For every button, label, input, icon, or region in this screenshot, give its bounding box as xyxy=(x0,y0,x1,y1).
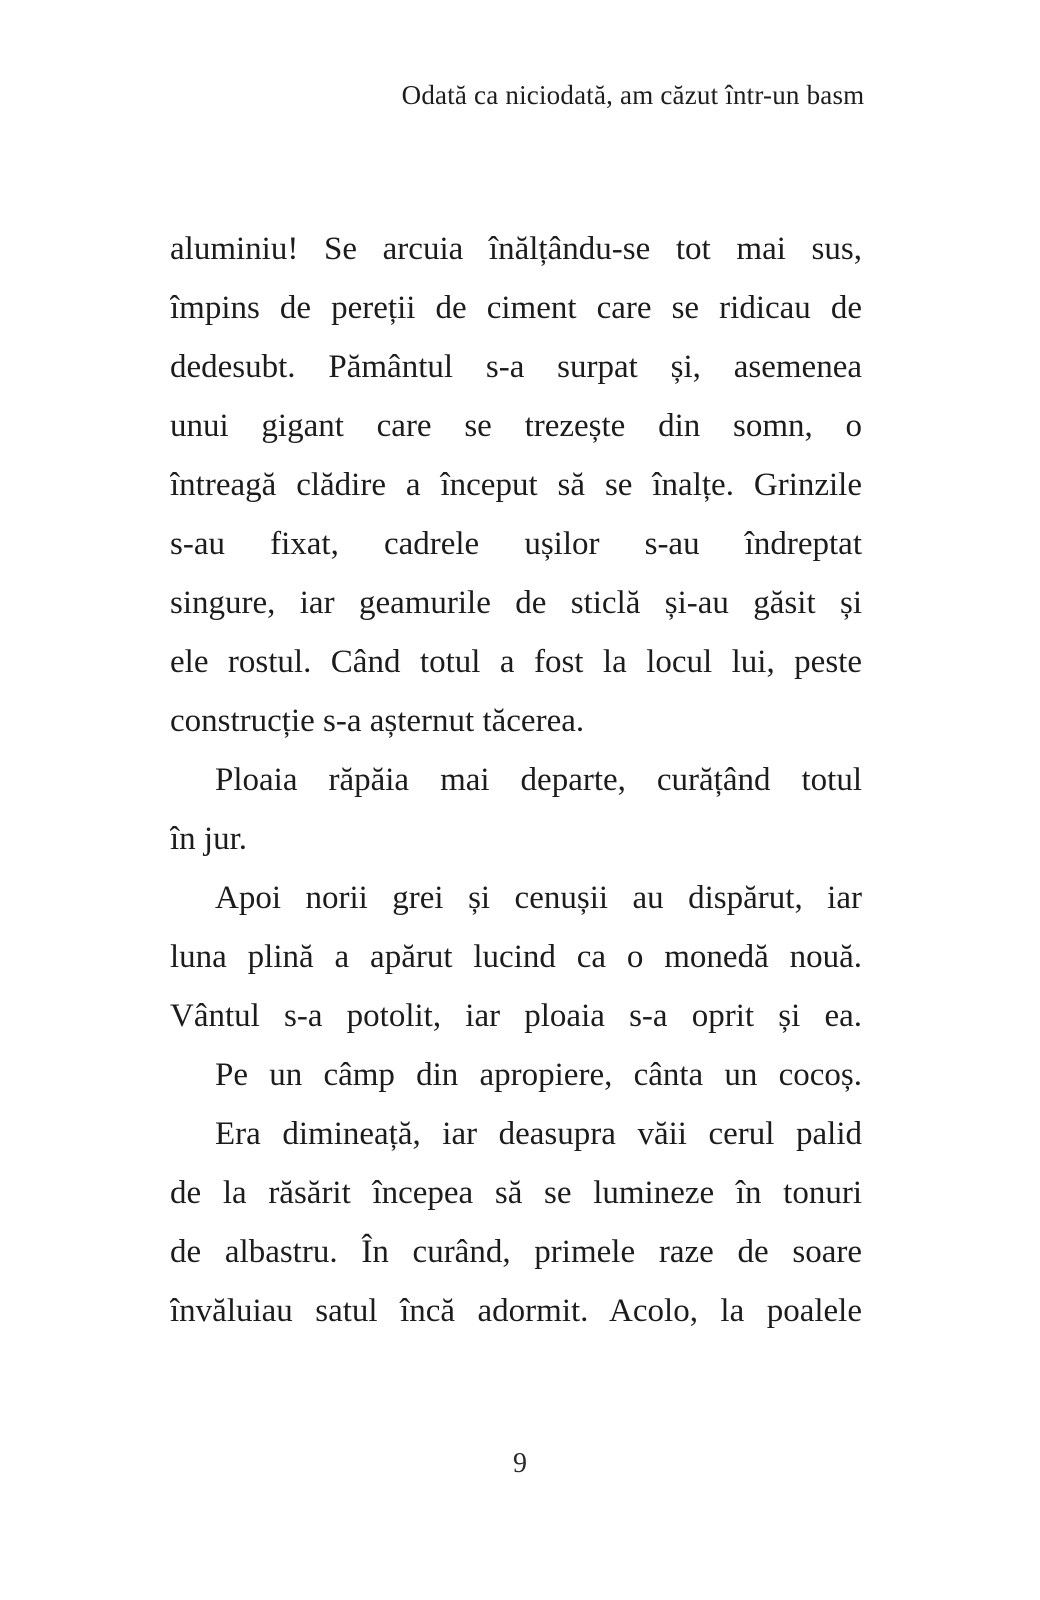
paragraph xyxy=(170,1105,862,1341)
text-line: împins de pereții de ciment care se ridicau de xyxy=(170,290,862,326)
page-number: 9 xyxy=(513,1448,527,1479)
text-line: de la răsărit începea să se lumineze în tonuri xyxy=(170,1175,862,1211)
text-line: ele rostul. Când totul a fost la locul lui, peste xyxy=(170,644,862,680)
text-line: Pe un câmp din apropiere, cânta un cocoș. xyxy=(215,1057,862,1093)
text-line: întreagă clădire a început să se înalțe. Grinzile xyxy=(170,467,862,503)
text-line: construcție s-a așternut tăcerea. xyxy=(170,703,585,739)
text-line: Era dimineață, iar deasupra văii cerul palid xyxy=(215,1116,862,1152)
text-line: singure, iar geamurile de sticlă și-au găsit și xyxy=(170,585,862,621)
text-line: luna plină a apărut lucind ca o monedă nouă. xyxy=(170,939,862,975)
body-text xyxy=(170,220,862,1341)
text-line: aluminiu! Se arcuia înălțându-se tot mai sus, xyxy=(170,231,862,267)
text-line: Ploaia răpăia mai departe, curățând totul xyxy=(215,762,862,798)
paragraph xyxy=(170,751,862,869)
text-line: învăluiau satul încă adormit. Acolo, la poalele xyxy=(170,1293,862,1329)
text-line: Vântul s-a potolit, iar ploaia s-a oprit și ea. xyxy=(170,998,862,1034)
text-line: s-au fixat, cadrele ușilor s-au îndreptat xyxy=(170,526,862,562)
paragraph xyxy=(170,220,862,751)
text-line: unui gigant care se trezește din somn, o xyxy=(170,408,862,444)
text-line: în jur. xyxy=(170,821,248,857)
paragraph xyxy=(170,1046,862,1105)
text-line: dedesubt. Pământul s-a surpat și, asemenea xyxy=(170,349,862,385)
paragraph xyxy=(170,869,862,1046)
text-line: de albastru. În curând, primele raze de soare xyxy=(170,1234,862,1270)
running-header: Odată ca niciodată, am căzut într-un basm xyxy=(401,80,865,110)
text-line: Apoi norii grei și cenușii au dispărut, iar xyxy=(215,880,862,916)
